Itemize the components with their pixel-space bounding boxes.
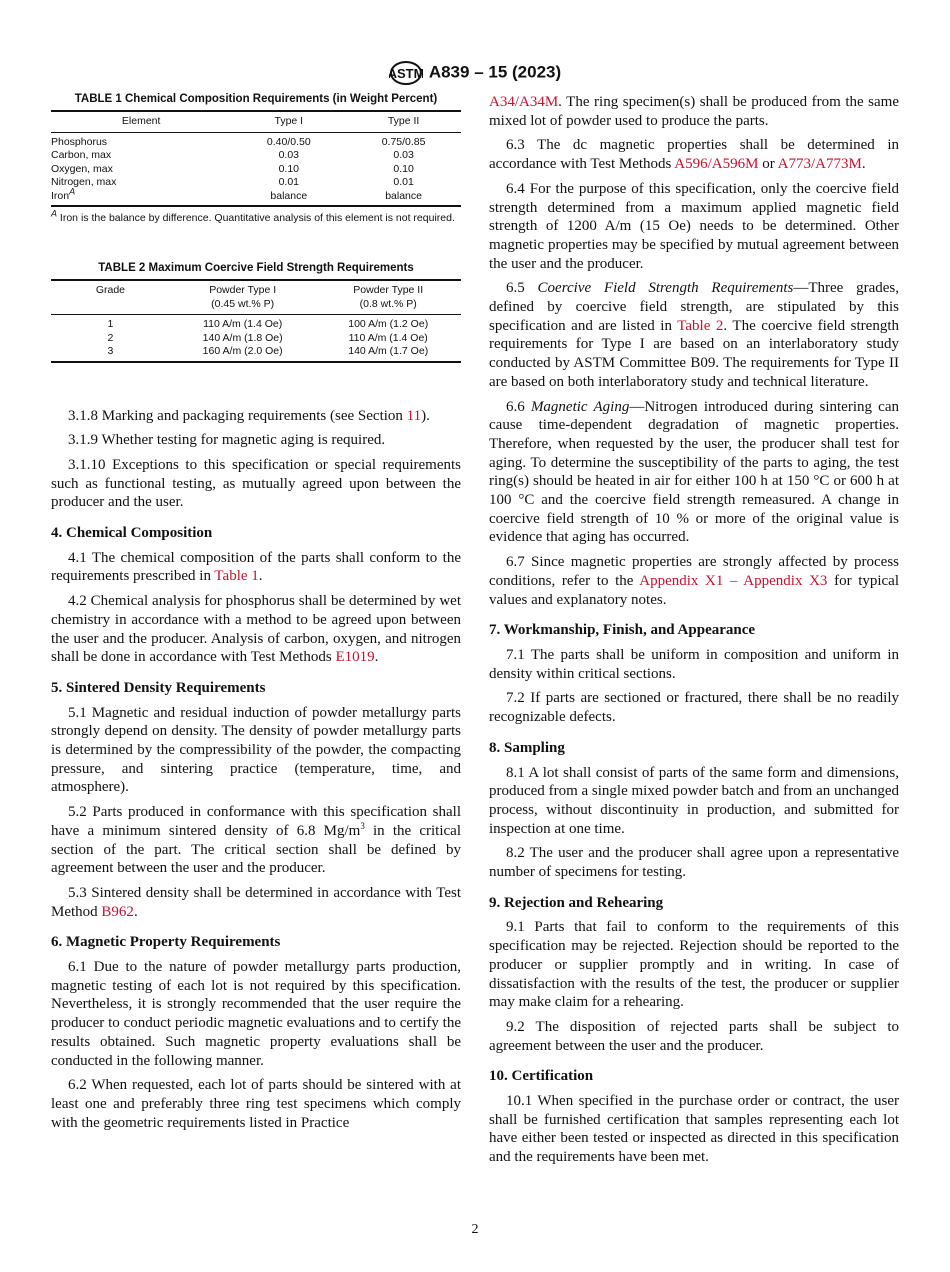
text-run: . The ring specimen(s) shall be produced from the same mixed lot of powder used to produce the parts. [489, 94, 899, 129]
table-cell: 0.03 [393, 149, 414, 161]
table-cell: 0.75/0.85 [381, 135, 426, 148]
text-run: 4. Chemical Composition [51, 525, 213, 542]
reference-link[interactable]: E1019 [335, 649, 375, 666]
paragraph [51, 592, 461, 667]
text-run: 6.7 Since magnetic properties are strongly affected by process conditions, refer to the [489, 554, 899, 589]
paragraph [51, 803, 461, 878]
paragraph [489, 180, 899, 274]
text-run: 3.1.9 Whether testing for magnetic aging is required. [68, 432, 386, 449]
left-column [51, 92, 461, 1138]
table1 [51, 110, 461, 207]
table-cell: 110 A/m (1.4 Oe) [348, 331, 428, 344]
reference-link[interactable]: B962 [101, 903, 134, 920]
table1-header: Element [121, 115, 161, 127]
paragraph [51, 884, 461, 921]
section-heading [489, 894, 899, 913]
table-cell: 0.10 [278, 162, 299, 175]
text-run: in the critical section of the part. The critical section shall be defined by agreement between the user and the producer. [51, 822, 461, 877]
text-run: . [133, 903, 138, 920]
section-heading [51, 933, 461, 952]
paragraph [489, 398, 899, 548]
section-heading [489, 1067, 899, 1086]
footnote-mark: A [51, 208, 58, 219]
italic-run-in-heading: Coercive Field Strength Requirements [537, 280, 794, 297]
text-run: 9. Rejection and Rehearing [489, 894, 664, 911]
paragraph [51, 407, 461, 426]
text-run: . [861, 156, 866, 173]
section-heading [51, 524, 461, 543]
paragraph [489, 93, 899, 130]
text-run: 9.1 Parts that fail to conform to the requirements of this specification may be rejected. Rejection should be reported to the producer or supplier promptly and in writing. In case of dissatisfaction with the results of the test, the producer or supplier may make claim for a rehearing. [489, 919, 899, 1011]
table2-title: TABLE 2 Maximum Coercive Field Strength Requirements [98, 262, 414, 274]
table-cell: Oxygen, max [51, 162, 113, 175]
paragraph [51, 958, 461, 1070]
italic-run-in-heading: Magnetic Aging [530, 398, 630, 415]
text-run: 7.2 If parts are sectioned or fractured, there shall be no readily recognizable defects. [489, 690, 899, 726]
text-run: 8. Sampling [489, 739, 565, 756]
reference-link[interactable]: Appendix X1 – Appendix X3 [639, 572, 828, 589]
table-cell: 0.03 [278, 149, 299, 161]
text-run: 6.6 [506, 398, 531, 415]
table-cell: balance [270, 189, 308, 202]
table1-title: TABLE 1 Chemical Composition Requirements (in Weight Percent) [74, 93, 438, 105]
paragraph [489, 1092, 899, 1167]
paragraph [489, 279, 899, 391]
table-cell: balance [385, 189, 422, 202]
text-run: 7. Workmanship, Finish, and Appearance [489, 622, 756, 639]
paragraph [51, 456, 461, 512]
paragraph [489, 646, 899, 683]
table-cell: 110 A/m (1.4 Oe) [203, 318, 283, 330]
page-number: 2 [471, 1222, 479, 1237]
text-run: 6.1 Due to the nature of powder metallurgy parts production, magnetic testing of each lot is not required by this specification. Nevertheless, it is strongly recommended that the user require the producer to conduct periodic magnetic evaluations and to certify the results obtained. Such magnetic property evaluations shall be conducted in the following manner. [51, 959, 461, 1069]
table-cell: 100 A/m (1.2 Oe) [348, 318, 429, 330]
section-heading [489, 621, 899, 640]
paragraph [51, 431, 461, 450]
table-cell: 0.40/0.50 [266, 135, 311, 148]
section-heading [51, 679, 461, 698]
table-cell: 140 A/m (1.7 Oe) [348, 345, 429, 357]
text-run: 5. Sintered Density Requirements [51, 679, 266, 696]
paragraph [51, 549, 461, 586]
text-run: —Three grades, defined by coercive field strength, are stipulated by this specification and are listed in [489, 280, 900, 334]
table-row [51, 149, 461, 163]
text-run: 6.2 When requested, each lot of parts should be sintered with at least one and preferably three ring test specimens which comply with the geometric requirements listed in Practice [51, 1077, 461, 1131]
table-cell: 3 [107, 345, 114, 357]
paragraph [51, 1076, 461, 1132]
text-run: 6.3 The dc magnetic properties shall be determined in accordance with Test Methods [489, 137, 899, 173]
text-run: —Nitrogen introduced during sintering can cause time-dependent degradation of magnetic properties. Therefore, when requested by the user, the producer shall test for aging. To determine the susceptibility of the parts to aging, the test ring(s) should be heated in air for either 100 h at 150 °C or 600 h at 100 °C and the coercive field strength remeasured. A change in coercive field strength of 10 % or more of the original value is evidence that aging has occurred. [489, 398, 899, 546]
text-run: 8.1 A lot shall consist of parts of the same form and dimensions, produced from a single mixed powder batch and from an unchanged process, without discontinuity in production, and submitted for inspection at one time. [489, 764, 899, 837]
table-row [51, 163, 461, 177]
reference-link[interactable]: Table 1 [214, 568, 259, 585]
reference-link[interactable]: 11 [406, 407, 422, 424]
table-row [51, 176, 461, 190]
text-run: 7.1 The parts shall be uniform in composition and uniform in density within critical sections. [489, 646, 899, 682]
table-cell: 0.01 [278, 176, 299, 188]
text-run: 5.3 Sintered density shall be determined in accordance with Test Method [51, 884, 461, 920]
table-row [51, 345, 461, 362]
text-run: 10. Certification [489, 1068, 594, 1085]
table-row [51, 315, 461, 332]
table1-header: Type II [387, 115, 420, 127]
text-run: 5.2 Parts produced in conformance with this specification shall have a minimum sintered density of 6.8 Mg/m [51, 804, 461, 839]
text-run: . [258, 568, 263, 585]
text-run: 9.2 The disposition of rejected parts shall be subject to agreement between the user and the producer. [489, 1018, 899, 1054]
text-run: 6. Magnetic Property Requirements [51, 934, 281, 951]
text-run: 3 [360, 820, 365, 831]
document-designation: A839 – 15 (2023) [428, 62, 562, 82]
paragraph [489, 844, 899, 881]
svg-text:ASTM: ASTM [388, 66, 423, 81]
reference-link[interactable]: A596/A596M [674, 156, 759, 173]
table-cell: 2 [107, 331, 114, 344]
table2-header: Powder Type II (0.8 wt.% P) [353, 284, 424, 310]
paragraph [51, 704, 461, 798]
table-cell: 140 A/m (1.8 Oe) [202, 331, 283, 344]
paragraph [489, 689, 899, 726]
text-run: . The coercive field strength requirements for Type I are based on an interlaboratory study conducted by ASTM Committee B09. The requirements for Type II are based on both interlaboratory study and technical literature. [489, 317, 900, 390]
table-cell: 160 A/m (2.0 Oe) [202, 345, 283, 357]
table-cell: 0.01 [393, 176, 414, 188]
table-cell: Nitrogen, max [51, 176, 117, 188]
astm-logo-icon [389, 58, 423, 88]
reference-link[interactable]: Table 2 [677, 317, 724, 334]
text-run: 6.5 [506, 280, 538, 297]
table-row [51, 332, 461, 346]
table-row [51, 132, 461, 149]
paragraph [489, 918, 899, 1012]
paragraph [489, 136, 899, 173]
text-run: . [374, 649, 379, 666]
table-cell: 0.10 [393, 162, 414, 175]
table-cell: Iron$^A$ [51, 186, 76, 202]
table-cell: Phosphorus [51, 135, 108, 148]
table1-footnote [51, 208, 461, 225]
table2-header: Powder Type I (0.45 wt.% P) [209, 284, 277, 310]
text-run: 10.1 When specified in the purchase order or contract, the user shall be furnished certification that samples representing each lot have either been tested or inspected as directed in this specification and the requirements have been met. [489, 1093, 899, 1166]
text-run: 6.4 For the purpose of this specification, only the coercive field strength determined from a maximum applied magnetic field strength of 1200 A/m (15 Oe) needs to be determined. Other magnetic properties may be specified by mutual agreement between the user and the producer. [489, 180, 899, 272]
text-run: 3.1.8 Marking and packaging requirements (see Section [68, 407, 407, 424]
right-column [489, 93, 899, 1173]
text-run: or [758, 156, 778, 173]
text-run: 3.1.10 Exceptions to this specification or special requirements such as functional testing, as mutually agreed upon between the producer and the user. [51, 456, 461, 511]
text-run: 4.2 Chemical analysis for phosphorus shall be determined by wet chemistry in accordance with a method to be agreed upon between the user and the producer. Analysis of carbon, oxygen, and nitrogen shall be done in accordance with Test Methods [51, 593, 461, 666]
section-heading [489, 739, 899, 758]
table-cell: Carbon, max [51, 149, 112, 161]
reference-link[interactable]: A34/A34M [489, 94, 559, 110]
footnote-text: Iron is the balance by difference. Quantitative analysis of this element is not required. [57, 212, 455, 224]
text-run: ). [421, 407, 430, 424]
table2-header: Grade [95, 284, 126, 296]
table1-header: Type I [274, 115, 304, 127]
reference-link[interactable]: A773/A773M [777, 156, 862, 173]
paragraph [489, 764, 899, 839]
page-header [0, 58, 950, 88]
text-run: 5.1 Magnetic and residual induction of powder metallurgy parts strongly depend on density. The density of powder metallurgy parts is determined by the compressibility of the powder, the compacting pressure, and sintering practice (temperature, time, and atmosphere). [51, 704, 461, 796]
text-run: for typical values and explanatory notes. [489, 572, 900, 608]
paragraph [489, 553, 899, 609]
table2 [51, 279, 461, 363]
text-run: 4.1 The chemical composition of the parts shall conform to the requirements prescribed in [51, 549, 461, 585]
text-run: 8.2 The user and the producer shall agree upon a representative number of specimens for testing. [489, 845, 899, 881]
paragraph [489, 1018, 899, 1055]
table-cell: 1 [107, 318, 114, 330]
table-row [51, 190, 461, 207]
footnote-ref: A [69, 186, 76, 196]
